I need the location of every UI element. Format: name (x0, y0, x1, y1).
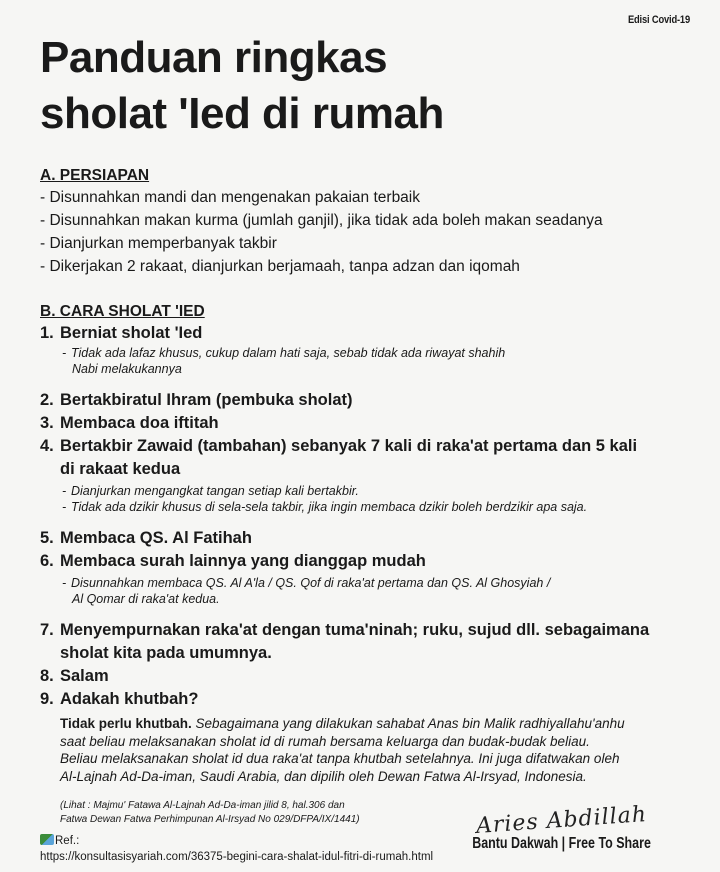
step-4-note: - Tidak ada dzikir khusus di sela-sela takbir, jika ingin membaca dzikir boleh berdzikir apa saja. (62, 500, 588, 514)
note-line: Tidak ada dzikir khusus di sela-sela takbir, jika ingin membaca dzikir boleh berdzikir apa saja. (71, 500, 588, 514)
step-number: 2. (40, 391, 54, 409)
khutbah-line: Sebagaimana yang dilakukan sahabat Anas bin Malik radhiyallahu'anhu (191, 716, 625, 731)
step-number: 1. (40, 324, 54, 342)
content (40, 166, 690, 827)
note-line: Tidak ada lafaz khusus, cukup dalam hati saja, sebab tidak ada riwayat shahih (71, 346, 506, 360)
step-1 (40, 322, 690, 345)
brand-tagline: Bantu Dakwah | Free To Share (472, 835, 651, 852)
step-number: 9. (40, 690, 54, 708)
step-4-note: - Dianjurkan mengangkat tangan setiap kali bertakbir. (62, 484, 359, 498)
page-title (40, 30, 444, 142)
step-7 (40, 619, 690, 665)
citation-line: (Lihat : Majmu' Fatawa Al-Lajnah Ad-Da-iman jilid 8, hal.306 dan (60, 800, 345, 811)
step-number: 7. (40, 621, 54, 639)
step-8 (40, 665, 690, 688)
note-line: Nabi melakukannya (72, 362, 182, 376)
section-persiapan-heading: A. PERSIAPAN (40, 167, 150, 184)
ref-label: Ref.: (55, 835, 80, 847)
khutbah-line: Al-Lajnah Ad-Da-iman, Saudi Arabia, dan dipilih oleh Dewan Fatwa Al-Irsyad, Indonesia. (60, 768, 587, 784)
step-text: Adakah khutbah? (60, 690, 199, 708)
persiapan-item: - Disunnahkan makan kurma (jumlah ganjil), jika tidak ada boleh makan seadanya (40, 212, 603, 229)
step-text: Menyempurnakan raka'at dengan tuma'ninah; ruku, sujud dll. sebagaimana (60, 621, 650, 639)
signature-logo: Aries Abdillah (475, 802, 648, 839)
step-5 (40, 527, 690, 550)
books-icon (40, 834, 54, 845)
step-text: Bertakbiratul Ihram (pembuka sholat) (60, 391, 353, 409)
step-3 (40, 412, 690, 435)
step-text: Salam (60, 667, 109, 685)
step-text: Bertakbir Zawaid (tambahan) sebanyak 7 kali di raka'at pertama dan 5 kali (60, 437, 638, 455)
note-line: Disunnahkan membaca QS. Al A'la / QS. Qof di raka'at pertama dan QS. Al Ghosyiah / (71, 576, 551, 590)
title-line-1: Panduan ringkas (40, 33, 388, 82)
khutbah-lead: Tidak perlu khutbah. (60, 716, 192, 731)
step-number: 5. (40, 529, 54, 547)
edition-label: Edisi Covid-19 (627, 14, 690, 26)
note-line: Dianjurkan mengangkat tangan setiap kali bertakbir. (71, 484, 359, 498)
step-1-note: - Tidak ada lafaz khusus, cukup dalam hati saja, sebab tidak ada riwayat shahih Nabi melakukannya (62, 345, 690, 377)
step-4 (40, 435, 690, 481)
brand-block (447, 802, 676, 854)
step-text: Membaca doa iftitah (60, 414, 219, 432)
step-text: di rakaat kedua (60, 460, 181, 478)
step-text: Membaca QS. Al Fatihah (60, 529, 252, 547)
step-text: Berniat sholat 'Ied (60, 324, 203, 342)
section-cara-heading: B. CARA SHOLAT 'IED (40, 303, 205, 320)
citation-line: Fatwa Dewan Fatwa Perhimpunan Al-Irsyad No 029/DFPA/IX/1441) (60, 814, 360, 825)
khutbah-paragraph (60, 715, 700, 785)
step-number: 3. (40, 414, 54, 432)
khutbah-line: saat beliau melaksanakan sholat id di rumah bersama keluarga dan budak-budak beliau. (60, 733, 590, 749)
note-line: Al Qomar di raka'at kedua. (72, 592, 220, 606)
step-6 (40, 550, 690, 573)
step-number: 6. (40, 552, 54, 570)
step-number: 8. (40, 667, 54, 685)
step-6-note: - Disunnahkan membaca QS. Al A'la / QS. Qof di raka'at pertama dan QS. Al Ghosyiah / Al Qomar di raka'at kedua. (62, 575, 690, 607)
reference (40, 833, 433, 865)
step-text: Membaca surah lainnya yang dianggap mudah (60, 552, 426, 570)
khutbah-line: Beliau melaksanakan sholat id dua raka'at tanpa khutbah setelahnya. Ini juga difatwakan oleh (60, 751, 620, 766)
step-9 (40, 688, 690, 711)
step-text: sholat kita pada umumnya. (60, 644, 272, 662)
persiapan-item: - Disunnahkan mandi dan mengenakan pakaian terbaik (40, 189, 420, 206)
persiapan-item: - Dianjurkan memperbanyak takbir (40, 235, 277, 252)
ref-url[interactable]: https://konsultasisyariah.com/36375-begini-cara-shalat-idul-fitri-di-rumah.html (40, 851, 434, 863)
persiapan-item: - Dikerjakan 2 rakaat, dianjurkan berjamaah, tanpa adzan dan iqomah (40, 258, 520, 275)
title-line-2: sholat 'Ied di rumah (40, 89, 444, 138)
step-number: 4. (40, 437, 54, 455)
step-2 (40, 389, 690, 412)
